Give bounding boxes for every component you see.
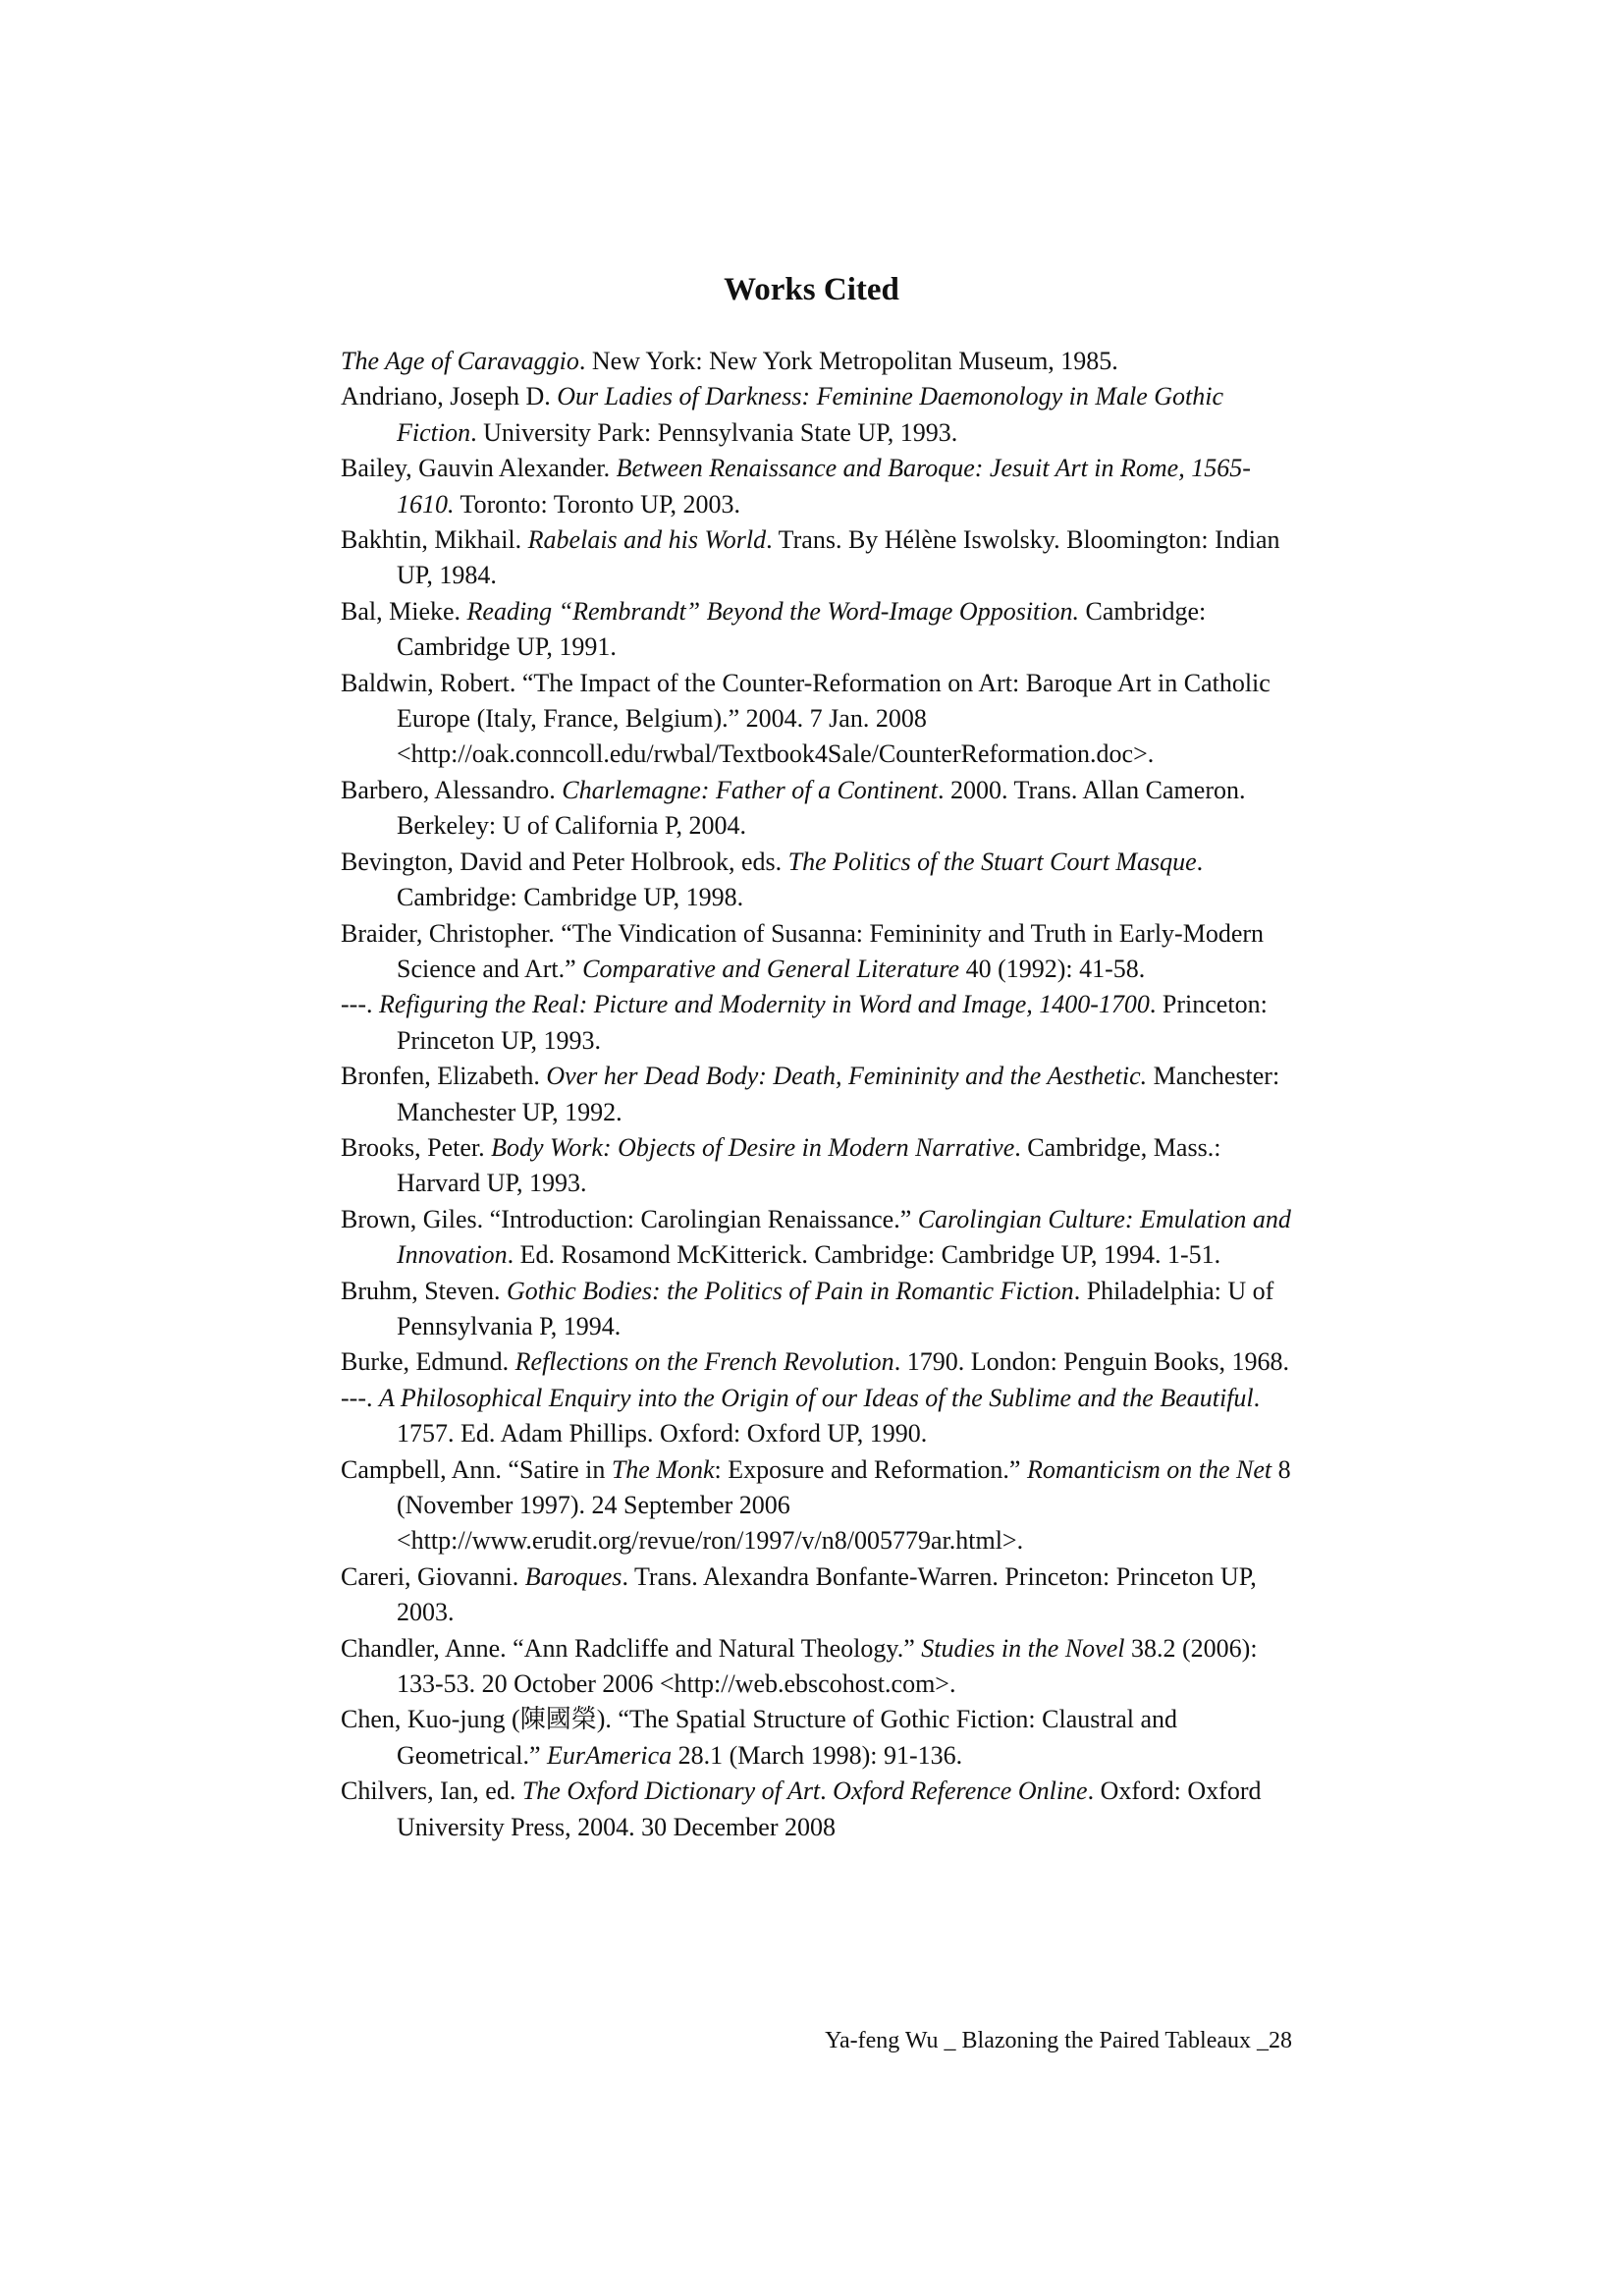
citation-title-italic: Between Renaissance and Baroque: Jesuit Art in Rome, 1565-1610. <box>397 454 1251 519</box>
citation-title-italic: Comparative and General Literature <box>582 954 960 983</box>
citation-text: . New York: New York Metropolitan Museum, 1985. <box>578 347 1118 375</box>
citation-title-italic: A Philosophical Enquiry into the Origin of our Ideas of the Sublime and the Beautiful <box>378 1383 1254 1412</box>
citation-text: . 1790. London: Penguin Books, 1968. <box>893 1347 1289 1377</box>
citation-title-italic: Body Work: Objects of Desire in Modern Narrative <box>491 1132 1015 1162</box>
citation-title-italic: Studies in the Novel <box>921 1633 1125 1663</box>
citation-title-italic: The Politics of the Stuart Court Masque <box>787 847 1197 876</box>
citation-entry <box>341 1381 1308 1452</box>
citation-title-italic: Gothic Bodies: the Politics of Pain in Romantic Fiction <box>507 1276 1074 1305</box>
citation-text: ---. <box>341 990 379 1019</box>
citation-title-italic: Reflections on the French Revolution <box>514 1347 894 1377</box>
citation-entry <box>341 1274 1308 1345</box>
citation-title-italic: Romanticism on the Net <box>1026 1454 1272 1484</box>
citation-text: . <box>820 1777 834 1806</box>
citation-text: Campbell, Ann. “Satire in <box>341 1454 612 1484</box>
citation-entry <box>341 666 1308 773</box>
citation-text: . Trans. Alexandra Bonfante-Warren. Princeton: Princeton UP, 2003. <box>397 1561 1257 1627</box>
citation-text: Bronfen, Elizabeth. <box>341 1062 547 1091</box>
citation-text: 28.1 (March 1998): 91-136. <box>672 1740 963 1770</box>
citation-text: . 1757. Ed. Adam Phillips. Oxford: Oxford UP, 1990. <box>397 1383 1261 1449</box>
citation-text: 38.2 (2006): 133-53. 20 October 2006 <http://web.ebscohost.com>. <box>397 1633 1258 1699</box>
citation-text: Burke, Edmund. <box>341 1347 515 1377</box>
citation-title-italic: EurAmerica <box>547 1740 673 1770</box>
works-cited-list <box>341 344 1308 1845</box>
citation-entry <box>341 916 1308 988</box>
citation-entry <box>341 773 1308 845</box>
citation-text: Bruhm, Steven. <box>341 1276 507 1305</box>
citation-entry <box>341 1452 1308 1559</box>
citation-entry <box>341 451 1308 522</box>
citation-entry <box>341 522 1308 594</box>
citation-entry <box>341 1202 1308 1274</box>
citation-text: Brooks, Peter. <box>341 1132 492 1162</box>
citation-text: Chandler, Anne. “Ann Radcliffe and Natural Theology.” <box>341 1633 922 1663</box>
citation-text: . Trans. By Hélène Iswolsky. Bloomington: Indian UP, 1984. <box>397 525 1280 590</box>
citation-text: : Exposure and Reformation.” <box>714 1454 1027 1484</box>
citation-title-italic: The Oxford Dictionary of Art <box>521 1777 821 1806</box>
citation-title-italic: Our Ladies of Darkness: Feminine Daemonology in Male Gothic Fiction <box>397 382 1224 447</box>
citation-entry <box>341 1559 1308 1631</box>
citation-text: ---. <box>341 1383 379 1412</box>
citation-title-italic: The Age of Caravaggio <box>341 347 579 375</box>
citation-text: Braider, Christopher. “The Vindication of Susanna: Femininity and Truth in Early-Modern Science and Art.” <box>341 918 1265 983</box>
citation-text: Brown, Giles. “Introduction: Carolingian Renaissance.” <box>341 1204 918 1233</box>
citation-entry <box>341 344 1308 379</box>
citation-text: Bakhtin, Mikhail. <box>341 525 528 555</box>
citation-text: . Cambridge, Mass.: Harvard UP, 1993. <box>397 1132 1221 1198</box>
citation-title-italic: Reading “Rembrandt” Beyond the Word-Image Opposition. <box>466 596 1079 626</box>
citation-text: . 2000. Trans. Allan Cameron. Berkeley: U of California P, 2004. <box>397 775 1246 841</box>
citation-text: . Ed. Rosamond McKitterick. Cambridge: Cambridge UP, 1994. 1-51. <box>507 1240 1221 1270</box>
citation-title-italic: Carolingian Culture: Emulation and Innovation <box>397 1204 1291 1270</box>
citation-text: . University Park: Pennsylvania State UP, 1993. <box>470 417 958 447</box>
citation-text: Chen, Kuo-jung (陳國榮). “The Spatial Structure of Gothic Fiction: Claustral and Geometrical.” <box>341 1705 1178 1770</box>
citation-text: Baldwin, Robert. “The Impact of the Counter-Reformation on Art: Baroque Art in Catholic Europe (Italy, France, Belgium).” 2004. 7 Jan. 2008 <http://oak.conncoll.edu/rwbal/Textbook4Sale/CounterReformation.doc>. <box>341 668 1271 769</box>
citation-text: . Philadelphia: U of Pennsylvania P, 1994. <box>397 1276 1274 1340</box>
citation-entry <box>341 987 1308 1059</box>
citation-text: Chilvers, Ian, ed. <box>341 1777 522 1806</box>
citation-text: Bailey, Gauvin Alexander. <box>341 454 617 483</box>
page-title: Works Cited <box>724 272 899 307</box>
citation-text: . Cambridge: Cambridge UP, 1998. <box>397 847 1204 912</box>
citation-entry <box>341 1059 1308 1130</box>
citation-text: 40 (1992): 41-58. <box>959 954 1146 983</box>
citation-text: Bevington, David and Peter Holbrook, eds. <box>341 847 788 876</box>
citation-text: Manchester: Manchester UP, 1992. <box>397 1062 1280 1126</box>
citation-title-italic: Oxford Reference Online <box>833 1777 1088 1806</box>
citation-entry <box>341 1130 1308 1202</box>
citation-entry <box>341 1774 1308 1845</box>
citation-title-italic: Rabelais and his World <box>527 525 767 555</box>
citation-text: . Oxford: Oxford University Press, 2004. 30 December 2008 <box>397 1777 1262 1841</box>
citation-text: Cambridge: Cambridge UP, 1991. <box>397 596 1207 662</box>
citation-entry <box>341 1631 1308 1703</box>
citation-title-italic: Baroques <box>524 1561 622 1591</box>
citation-title-italic: Over her Dead Body: Death, Femininity and the Aesthetic. <box>546 1062 1148 1091</box>
citation-title-italic: Charlemagne: Father of a Continent <box>562 775 939 804</box>
citation-text: . Princeton: Princeton UP, 1993. <box>397 990 1268 1055</box>
citation-entry <box>341 1344 1308 1380</box>
citation-entry <box>341 1702 1308 1774</box>
citation-entry <box>341 845 1308 916</box>
citation-entry <box>341 594 1308 666</box>
citation-entry <box>341 379 1308 451</box>
citation-text: 8 (November 1997). 24 September 2006 <http://www.erudit.org/revue/ron/1997/v/n8/005779ar.html>. <box>397 1454 1291 1556</box>
page-footer: Ya-feng Wu _ Blazoning the Paired Tableaux _28 <box>825 2028 1292 2053</box>
citation-text: Barbero, Alessandro. <box>341 775 563 804</box>
citation-text: Bal, Mieke. <box>341 596 467 626</box>
citation-text: Toronto: Toronto UP, 2003. <box>454 489 741 519</box>
citation-text: Andriano, Joseph D. <box>341 382 558 411</box>
citation-title-italic: Refiguring the Real: Picture and Modernity in Word and Image, 1400-1700 <box>378 990 1150 1019</box>
citation-title-italic: The Monk <box>611 1454 715 1484</box>
citation-text: Careri, Giovanni. <box>341 1561 525 1591</box>
